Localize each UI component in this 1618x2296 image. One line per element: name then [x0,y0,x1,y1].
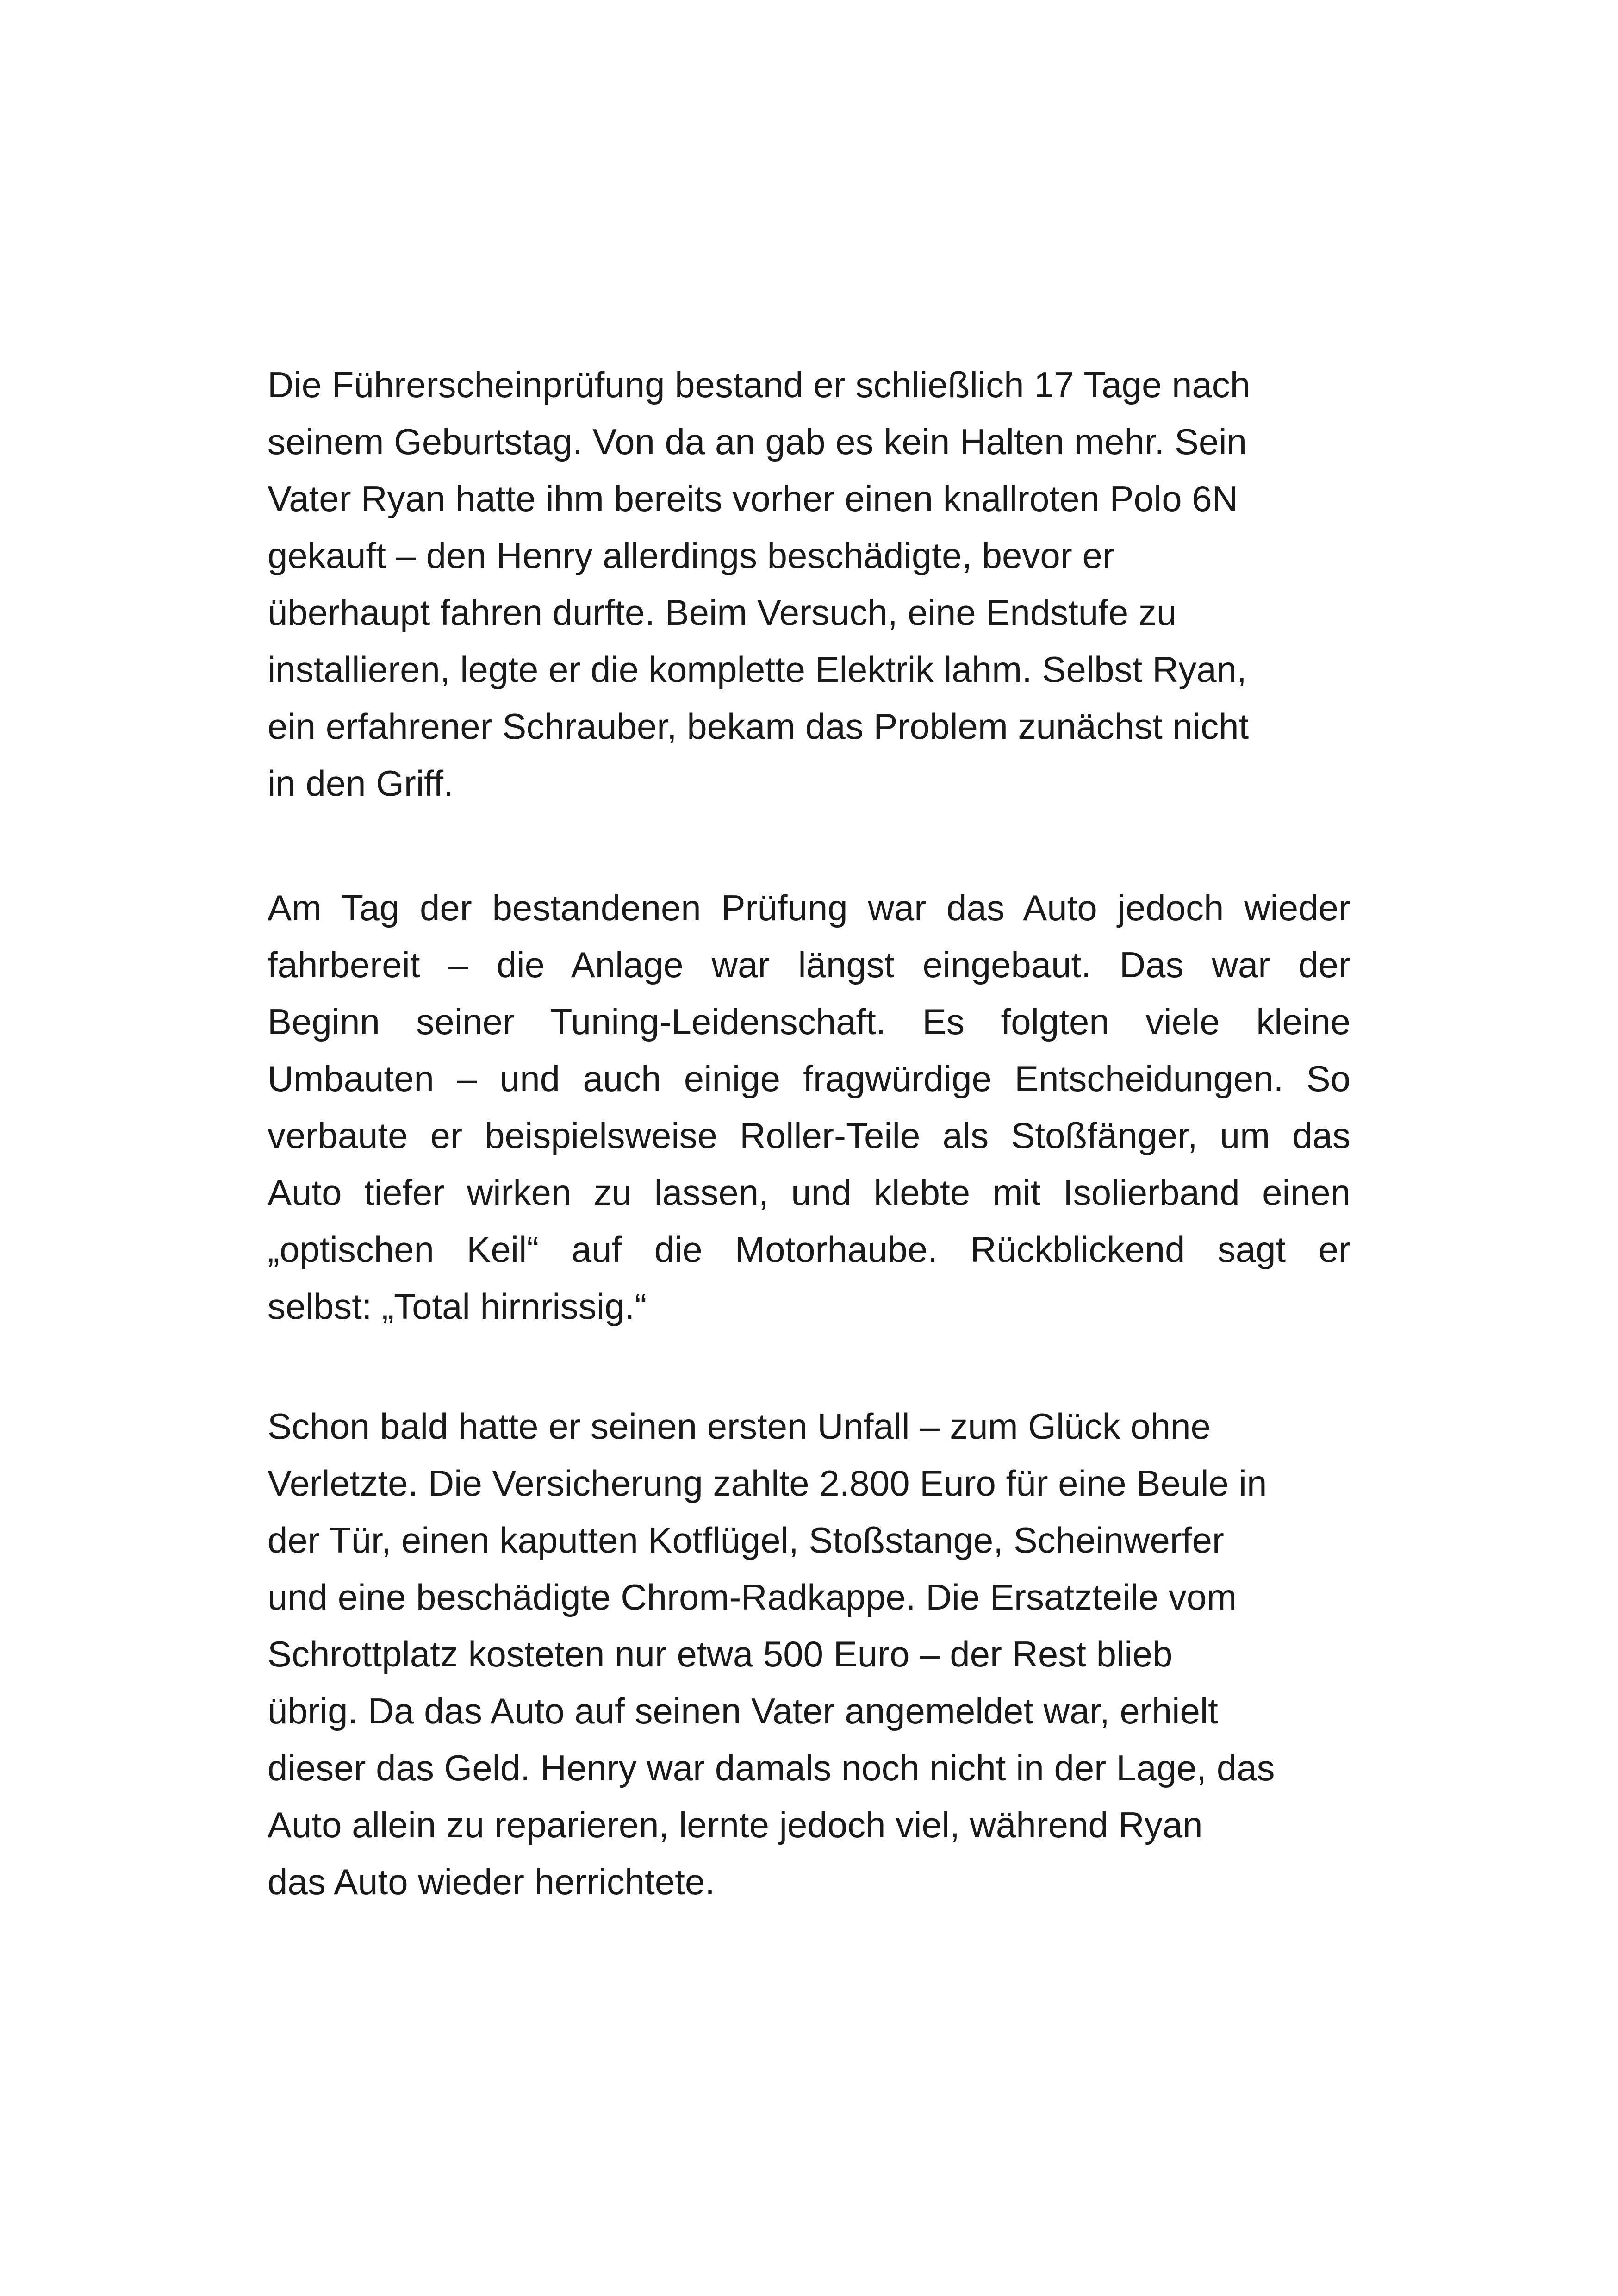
paragraph-line: dieser das Geld. Henry war damals noch nicht in der Lage, das [268,1747,1275,1788]
paragraph-line: Am Tag der bestandenen Prüfung war das Auto jedoch wieder [268,887,1350,928]
paragraph-line: das Auto wieder herrichtete. [268,1861,715,1902]
paragraph-line: fahrbereit – die Anlage war längst eingebaut. Das war der [268,944,1350,985]
paragraph-line: gekauft – den Henry allerdings beschädigte, bevor er [268,535,1114,576]
paragraph-line: Beginn seiner Tuning-Leidenschaft. Es folgten viele kleine [268,1001,1350,1042]
paragraph-3 [268,1398,1350,1910]
paragraph-line: seinem Geburtstag. Von da an gab es kein Halten mehr. Sein [268,421,1247,462]
paragraph-line: Schon bald hatte er seinen ersten Unfall – zum Glück ohne [268,1406,1211,1447]
paragraph-line: überhaupt fahren durfte. Beim Versuch, eine Endstufe zu [268,592,1177,633]
paragraph-line: in den Griff. [268,763,454,804]
paragraph-line: Umbauten – und auch einige fragwürdige Entscheidungen. So [268,1058,1350,1099]
paragraph-2 [268,880,1350,1335]
paragraph-line: Auto tiefer wirken zu lassen, und klebte mit Isolierband einen [268,1172,1350,1213]
paragraph-line: „optischen Keil“ auf die Motorhaube. Rückblickend sagt er [268,1229,1350,1270]
paragraph-1 [268,356,1350,812]
paragraph-line: Verletzte. Die Versicherung zahlte 2.800 Euro für eine Beule in [268,1463,1267,1504]
paragraph-line: Auto allein zu reparieren, lernte jedoch viel, während Ryan [268,1804,1203,1845]
paragraph-line: Die Führerscheinprüfung bestand er schließlich 17 Tage nach [268,364,1251,405]
paragraph-line: Schrottplatz kosteten nur etwa 500 Euro – der Rest blieb [268,1634,1173,1674]
paragraph-line: selbst: „Total hirnrissig.“ [268,1286,647,1327]
paragraph-line: übrig. Da das Auto auf seinen Vater angemeldet war, erhielt [268,1691,1218,1731]
paragraph-line: installieren, legte er die komplette Elektrik lahm. Selbst Ryan, [268,649,1247,690]
paragraph-line: Vater Ryan hatte ihm bereits vorher einen knallroten Polo 6N [268,478,1238,519]
paragraph-line: und eine beschädigte Chrom-Radkappe. Die Ersatzteile vom [268,1577,1237,1617]
paragraph-line: verbaute er beispielsweise Roller-Teile als Stoßfänger, um das [268,1115,1350,1156]
paragraph-line: ein erfahrener Schrauber, bekam das Problem zunächst nicht [268,706,1249,747]
paragraph-line: der Tür, einen kaputten Kotflügel, Stoßstange, Scheinwerfer [268,1520,1224,1560]
